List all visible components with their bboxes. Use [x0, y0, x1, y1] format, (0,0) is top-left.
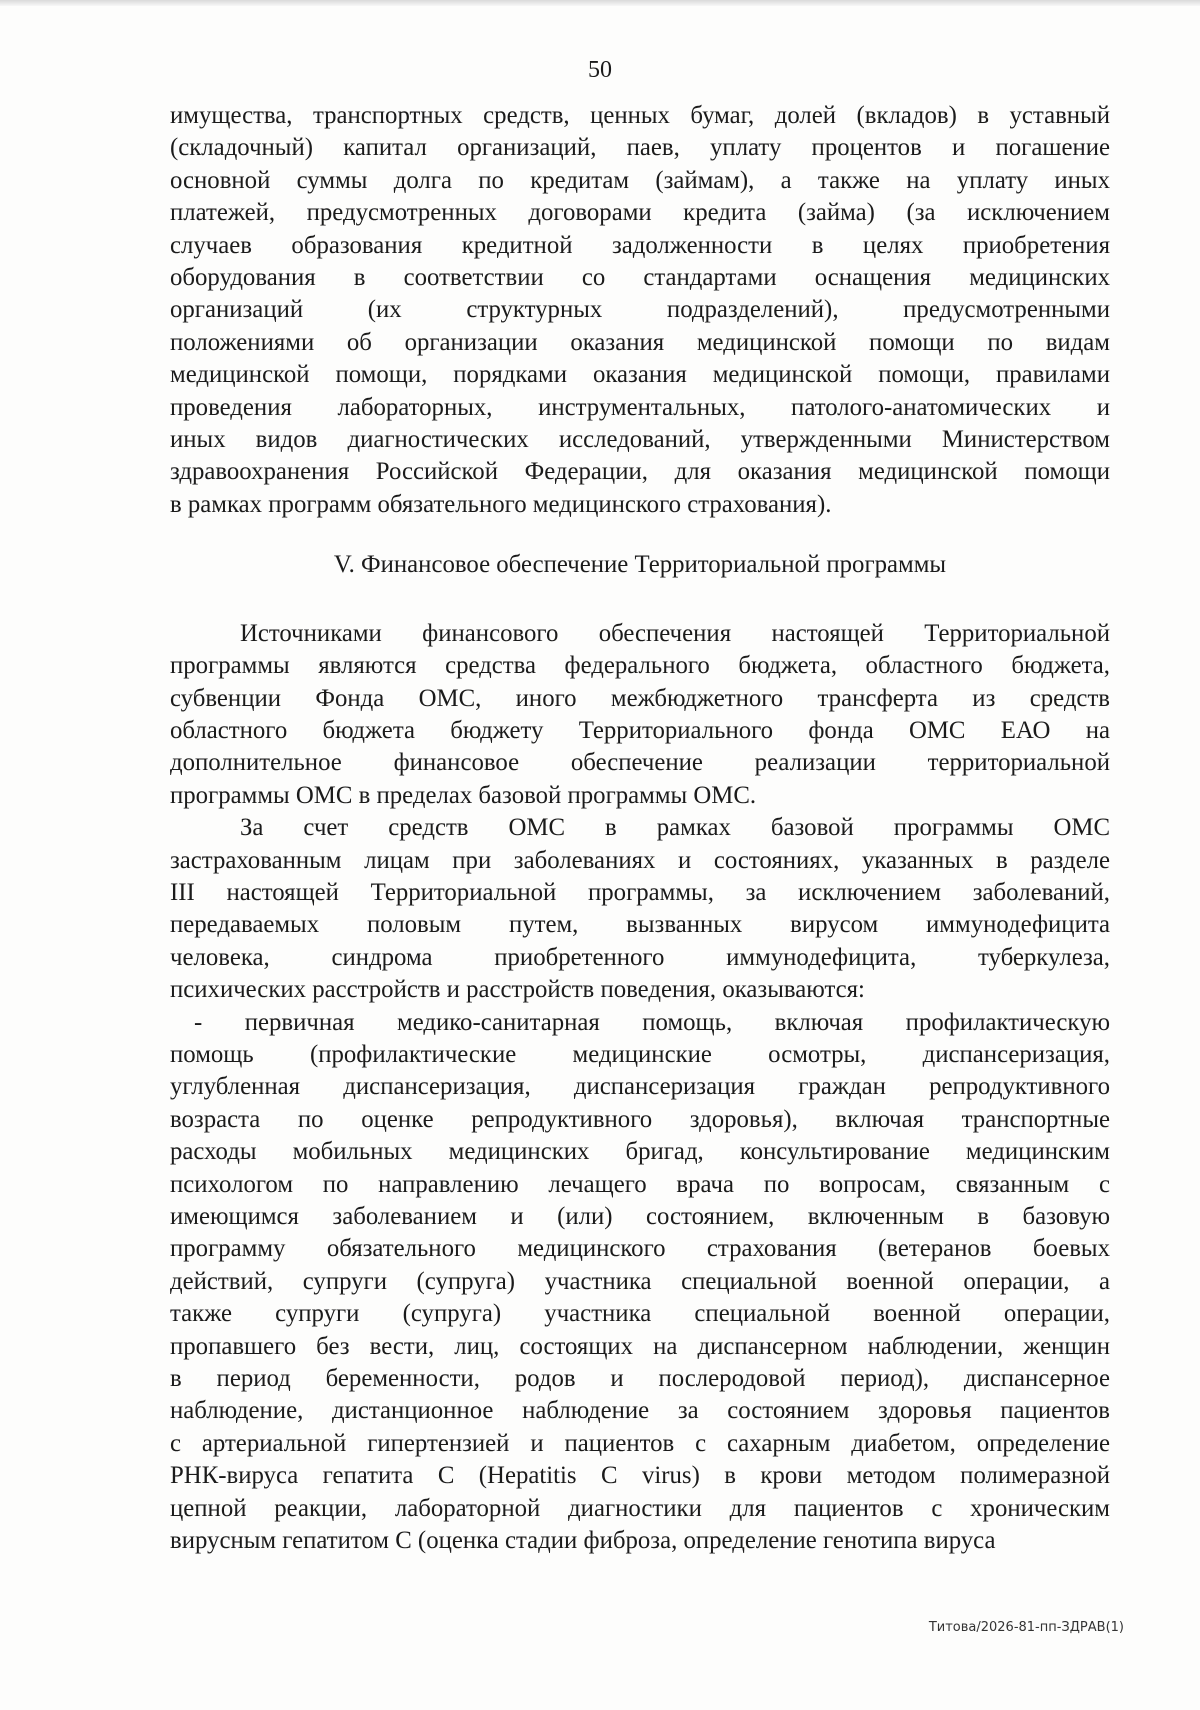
- text-line: За счет средств ОМС в рамках базовой программы ОМС: [240, 814, 1110, 842]
- text-line: имеющимся заболеванием и (или) состоянием, включенным в базовую: [170, 1203, 1110, 1230]
- text-line: программы являются средства федерального бюджета, областного бюджета,: [170, 652, 1110, 680]
- text-line: человека, синдрома приобретенного иммунодефицита, туберкулеза,: [170, 943, 1110, 971]
- text-line: программу обязательного медицинского страхования (ветеранов боевых: [170, 1235, 1110, 1263]
- page-number: 50: [588, 57, 612, 83]
- text-line: действий, супруги (супруга) участника специальной военной операции, а: [170, 1267, 1110, 1295]
- text-line: Источниками финансового обеспечения настоящей Территориальной: [240, 619, 1110, 647]
- text-line: проведения лабораторных, инструментальных, патолого-анатомических и: [170, 393, 1110, 421]
- text-line: (складочный) капитал организаций, паев, уплату процентов и погашение: [170, 134, 1110, 162]
- text-line: организаций (их структурных подразделений), предусмотренными: [170, 296, 1110, 324]
- text-line: оборудования в соответствии со стандартами оснащения медицинских: [170, 264, 1110, 292]
- paragraph-funding-sources: [170, 618, 1110, 812]
- text-line: III настоящей Территориальной программы, за исключением заболеваний,: [170, 878, 1110, 906]
- text-line: платежей, предусмотренных договорами кредита (займа) (за исключением: [170, 199, 1110, 227]
- paragraph-primary-care: [170, 1007, 1110, 1558]
- paragraph-oms-coverage: [170, 812, 1110, 1006]
- text-line: дополнительное финансовое обеспечение реализации территориальной: [170, 749, 1110, 777]
- text-line: передаваемых половым путем, вызванных вирусом иммунодефицита: [170, 911, 1110, 939]
- text-line: углубленная диспансеризация, диспансеризация граждан репродуктивного: [170, 1073, 1110, 1101]
- text-line: цепной реакции, лабораторной диагностики для пациентов с хроническим: [170, 1494, 1110, 1522]
- text-line: РНК-вируса гепатита С (Hepatitis C virus) в крови методом полимеразной: [170, 1462, 1110, 1490]
- text-line: программы ОМС в пределах базовой программы ОМС.: [170, 781, 757, 809]
- text-line: субвенции Фонда ОМС, иного межбюджетного трансферта из средств: [170, 684, 1110, 712]
- text-line: пропавшего без вести, лиц, состоящих на диспансерном наблюдении, женщин: [170, 1332, 1110, 1360]
- paragraph-continuation: [170, 100, 1110, 521]
- text-line: застрахованным лицам при заболеваниях и состояниях, указанных в разделе: [170, 846, 1110, 874]
- text-line: наблюдение, дистанционное наблюдение за состоянием здоровья пациентов: [170, 1397, 1110, 1425]
- text-line: также супруги (супруга) участника специальной военной операции,: [170, 1300, 1110, 1328]
- scan-edge-shadow: [0, 0, 1200, 6]
- text-line: помощь (профилактические медицинские осмотры, диспансеризация,: [170, 1040, 1110, 1068]
- text-line: в период беременности, родов и послеродовой период), диспансерное: [170, 1365, 1110, 1393]
- text-line: психических расстройств и расстройств поведения, оказываются:: [170, 976, 865, 1004]
- text-line: положениями об организации оказания медицинской помощи по видам: [170, 328, 1110, 356]
- text-line: вирусным гепатитом С (оценка стадии фиброза, определение генотипа вируса: [170, 1527, 996, 1555]
- document-body: [170, 100, 1110, 1557]
- text-line: с артериальной гипертензией и пациентов с сахарным диабетом, определение: [170, 1429, 1110, 1457]
- text-line: основной суммы долга по кредитам (займам), а также на уплату иных: [170, 166, 1110, 194]
- text-line: психологом по направлению лечащего врача по вопросам, связанным с: [170, 1170, 1110, 1198]
- text-line: имущества, транспортных средств, ценных бумаг, долей (вкладов) в уставный: [170, 102, 1110, 129]
- text-line: случаев образования кредитной задолженности в целях приобретения: [170, 231, 1110, 259]
- document-reference: Титова/2026-81-пп-ЗДРАВ(1): [928, 1620, 1124, 1635]
- text-line: иных видов диагностических исследований, утвержденными Министерством: [170, 426, 1110, 454]
- text-line: - первичная медико-санитарная помощь, включая профилактическую: [194, 1008, 1110, 1036]
- text-line: расходы мобильных медицинских бригад, консультирование медицинским: [170, 1138, 1110, 1166]
- text-line: здравоохранения Российской Федерации, для оказания медицинской помощи: [170, 458, 1110, 486]
- text-line: возраста по оценке репродуктивного здоровья), включая транспортные: [170, 1105, 1110, 1133]
- text-line: медицинской помощи, порядками оказания медицинской помощи, правилами: [170, 361, 1110, 389]
- text-line: областного бюджета бюджету Территориального фонда ОМС ЕАО на: [170, 716, 1110, 744]
- section-heading: V. Финансовое обеспечение Территориальной программы: [333, 551, 947, 579]
- text-line: в рамках программ обязательного медицинского страхования).: [170, 490, 832, 518]
